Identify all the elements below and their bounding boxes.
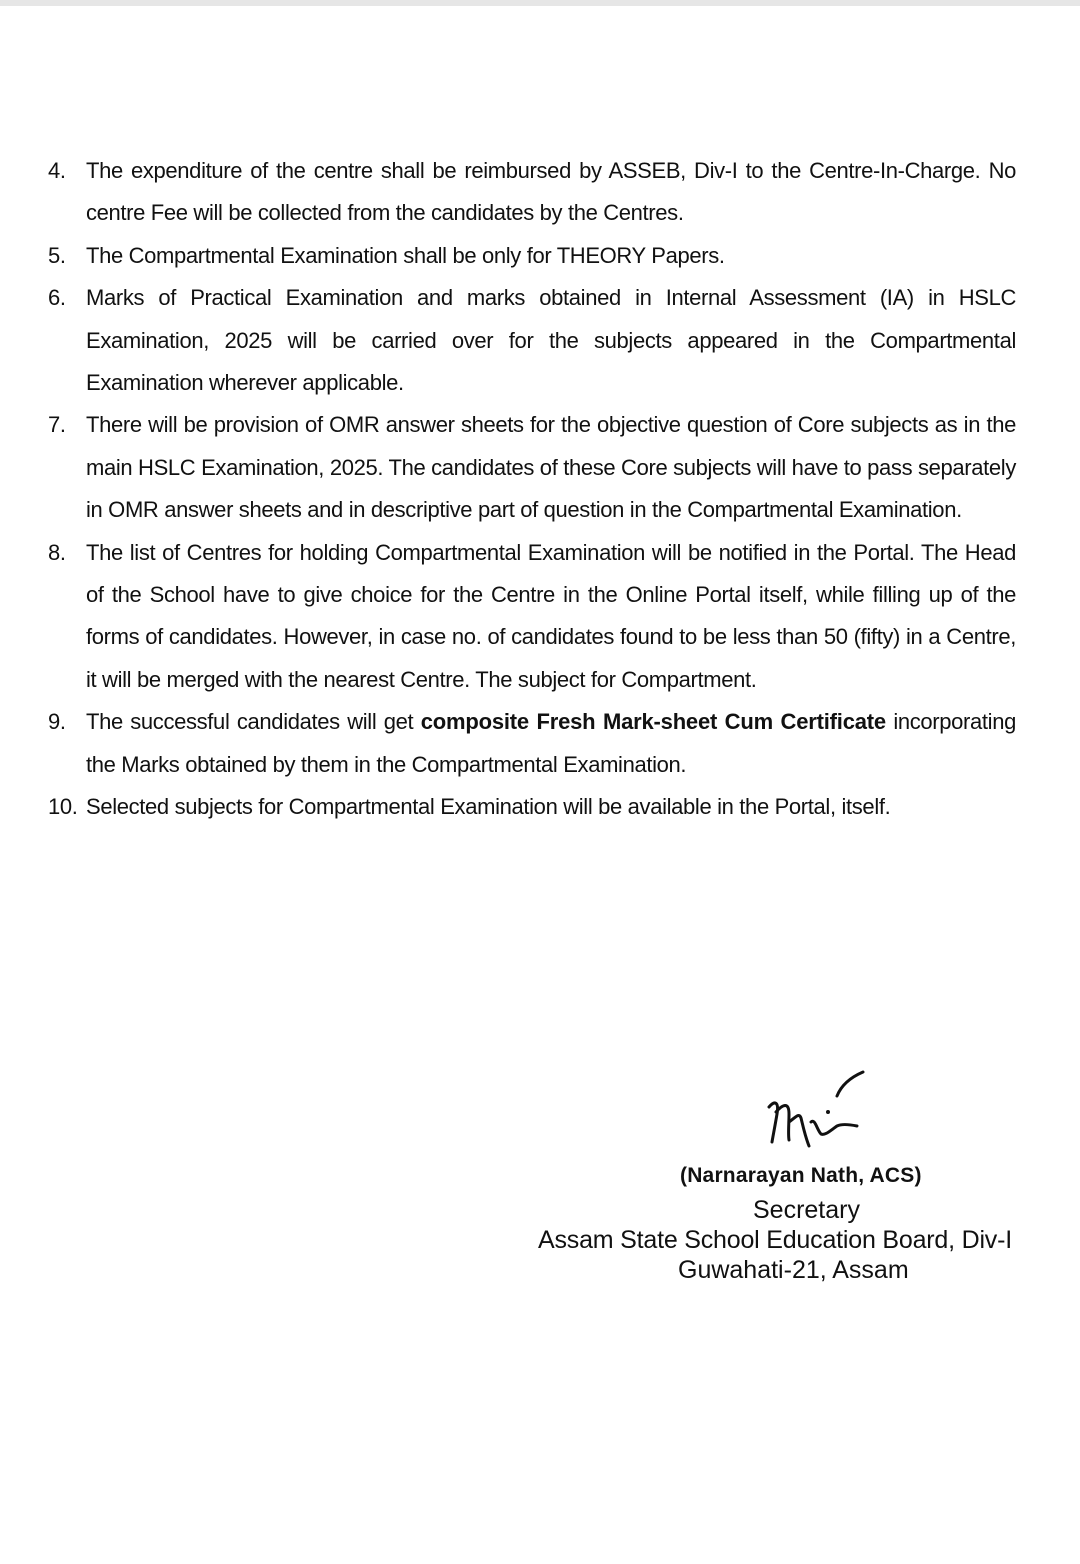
item-text-after: incorporating the Marks obtained by them in the Compartmental Examination. xyxy=(86,709,1016,777)
list-item xyxy=(48,277,1016,404)
item-text: Selected subjects for Compartmental Examination will be available in the Portal, itself. xyxy=(86,794,891,820)
item-number: 10. xyxy=(48,794,78,820)
item-number: 4. xyxy=(48,158,66,183)
item-text: The Compartmental Examination shall be only for THEORY Papers. xyxy=(86,242,725,268)
item-text: The expenditure of the centre shall be reimbursed by ASSEB, Div-I to the Centre-In-Charge. No centre Fee will be collected from the candidates by the Centres. xyxy=(86,158,1016,226)
list-item xyxy=(48,150,1016,235)
list-item xyxy=(48,235,1016,277)
handwritten-signature-icon xyxy=(755,1062,875,1162)
signatory-designation: Secretary xyxy=(753,1196,860,1224)
signatory-place: Guwahati-21, Assam xyxy=(678,1256,909,1284)
item-text-bold: composite Fresh Mark-sheet Cum Certificate xyxy=(420,709,886,735)
list-item xyxy=(48,404,1016,531)
item-number: 8. xyxy=(48,539,66,565)
signatory-organization: Assam State School Education Board, Div-I xyxy=(538,1226,1012,1254)
item-text-before: The successful candidates will get xyxy=(86,709,421,735)
item-number: 7. xyxy=(48,412,66,438)
item-number: 9. xyxy=(48,709,66,735)
item-text: Marks of Practical Examination and marks obtained in Internal Assessment (IA) in HSLC Examination, 2025 will be carried over for the subjects appeared in the Compartmental Examination wherever applicable. xyxy=(86,285,1016,396)
instruction-list xyxy=(48,150,1016,829)
item-number: 6. xyxy=(48,285,66,311)
item-text: The list of Centres for holding Compartmental Examination will be notified in the Portal. The Head of the School have to give choice for the Centre in the Online Portal itself, while filling up of the forms of candidates. However, in case no. of candidates found to be less than 50 (fifty) in a Centre, it will be merged with the nearest Centre. The subject for Compartment. xyxy=(86,539,1016,692)
item-number: 5. xyxy=(48,242,66,268)
item-text: There will be provision of OMR answer sheets for the objective question of Core subjects as in the main HSLC Examination, 2025. The candidates of these Core subjects will have to pass separately in OMR answer sheets and in descriptive part of question in the Compartmental Examination. xyxy=(86,412,1016,523)
list-item xyxy=(48,786,1016,828)
list-item xyxy=(48,701,1016,786)
list-item xyxy=(48,532,1016,702)
signatory-name: (Narnarayan Nath, ACS) xyxy=(680,1164,922,1187)
